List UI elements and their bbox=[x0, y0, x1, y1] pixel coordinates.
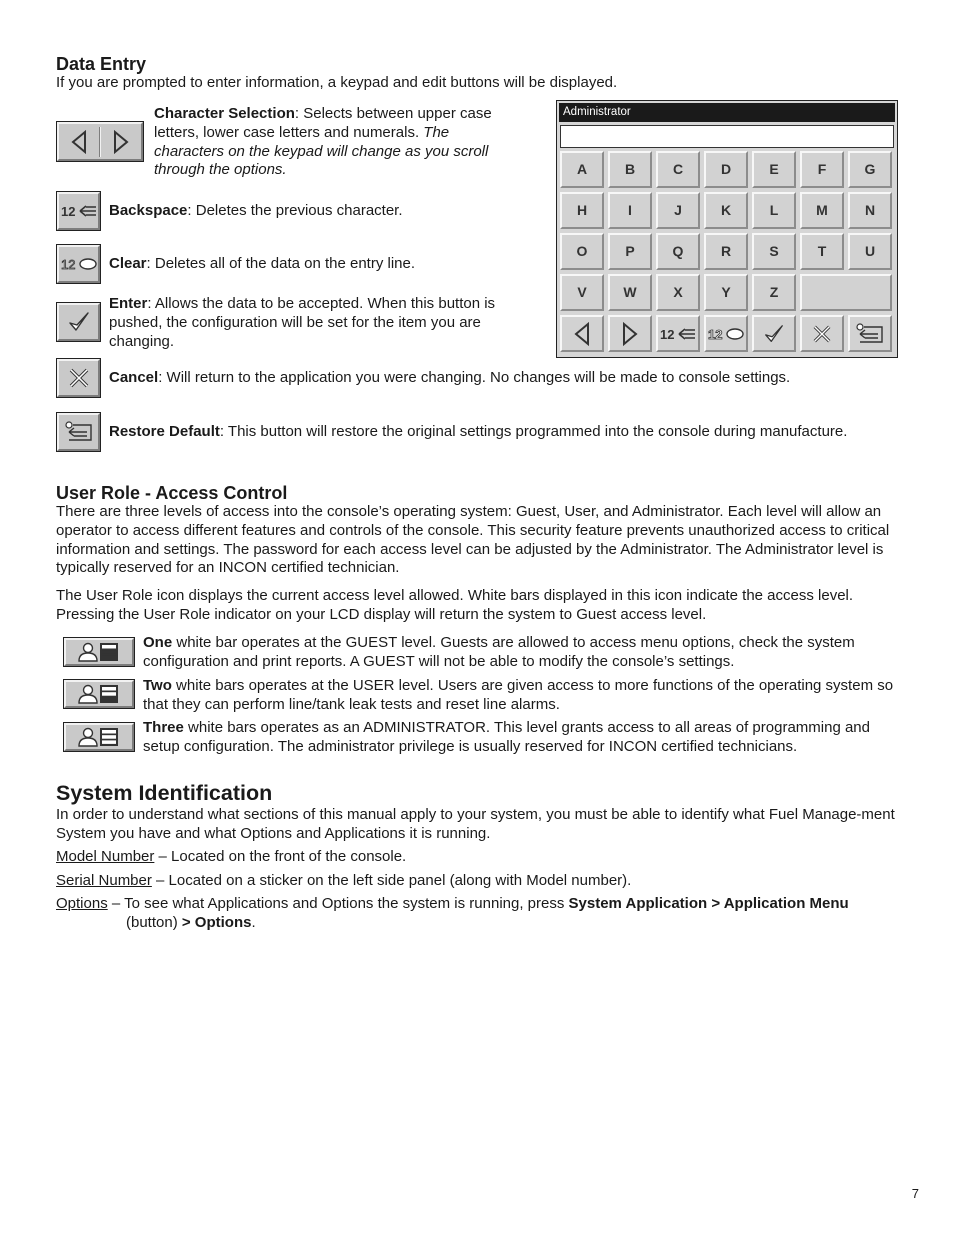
options-line: Options – To see what Applications and Options the system is running, press System Application > Application Menu bbox=[56, 895, 849, 912]
restore-default-desc: Restore Default: This button will restore the original settings programmed into the console during manufacture. bbox=[109, 423, 848, 440]
keypad-restore-default-button[interactable] bbox=[848, 315, 892, 352]
restore-default-button bbox=[56, 412, 101, 452]
model-number-line: Model Number – Located on the front of the console. bbox=[56, 848, 407, 865]
keypad-key-j[interactable]: J bbox=[656, 192, 700, 229]
user-role-guest-desc: One white bar operates at the GUEST level. Guests are allowed to access menu options, check the system configuration and print reports. A GUEST will not be able to modify the console’s settings. bbox=[143, 634, 855, 670]
keypad-title: Administrator bbox=[559, 103, 895, 122]
clear-button bbox=[56, 244, 101, 284]
clear-icon bbox=[707, 324, 745, 344]
keypad-key-x[interactable]: X bbox=[656, 274, 700, 311]
keypad-key-e[interactable]: E bbox=[752, 151, 796, 188]
keypad-key-f[interactable]: F bbox=[800, 151, 844, 188]
keypad-key-l[interactable]: L bbox=[752, 192, 796, 229]
svg-text:12: 12 bbox=[708, 326, 723, 342]
user-role-icon bbox=[75, 641, 123, 663]
keypad-key-w[interactable]: W bbox=[608, 274, 652, 311]
character-selection-desc: Character Selection: Selects between upper case letters, lower case letters and numerals. The characters on the keypad will change as you scroll through the options. bbox=[154, 105, 492, 179]
checkmark-icon bbox=[763, 323, 785, 345]
user-role-icon-guest bbox=[63, 637, 135, 667]
keypad-key-r[interactable]: R bbox=[704, 233, 748, 270]
cancel-desc: Cancel: Will return to the application you were changing. No changes will be made to console settings. bbox=[109, 369, 791, 386]
user-role-administrator-desc: Three white bars operates as an ADMINISTRATOR. This level grants access to all areas of programming and setup configuration. The administrator privilege is usually reserved for INCON certified technicians. bbox=[143, 719, 870, 755]
keypad-key-n[interactable]: N bbox=[848, 192, 892, 229]
keypad-key-g[interactable]: G bbox=[848, 151, 892, 188]
keypad-key-a[interactable]: A bbox=[560, 151, 604, 188]
clear-icon bbox=[60, 254, 98, 274]
keypad-key-t[interactable]: T bbox=[800, 233, 844, 270]
keypad-key-b[interactable]: B bbox=[608, 151, 652, 188]
enter-button bbox=[56, 302, 101, 342]
restore-default-icon bbox=[63, 420, 95, 444]
keypad-entry-field[interactable] bbox=[560, 125, 894, 148]
keypad-key-s[interactable]: S bbox=[752, 233, 796, 270]
system-identification-intro: In order to understand what sections of this manual apply to your system, you must be able to identify what Fuel Manage-ment System you have and what Options and Applications it is running. bbox=[56, 806, 895, 842]
character-selection-button bbox=[56, 121, 144, 162]
keypad-clear-button[interactable] bbox=[704, 315, 748, 352]
user-role-para2: The User Role icon displays the current access level allowed. White bars displayed in this icon indicate the access level. Pressing the User Role indicator on your LCD display will return the system to Guest access level. bbox=[56, 587, 854, 623]
cancel-icon bbox=[68, 367, 90, 389]
restore-default-icon bbox=[854, 322, 886, 346]
keypad-key-y[interactable]: Y bbox=[704, 274, 748, 311]
keypad-left-button[interactable] bbox=[560, 315, 604, 352]
backspace-icon bbox=[60, 201, 98, 221]
backspace-desc: Backspace: Deletes the previous character. bbox=[109, 202, 403, 219]
cancel-icon bbox=[812, 324, 832, 344]
keypad-cancel-button[interactable] bbox=[800, 315, 844, 352]
system-identification-heading: System Identification bbox=[56, 781, 273, 805]
keypad-key-c[interactable]: C bbox=[656, 151, 700, 188]
keypad-key-q[interactable]: Q bbox=[656, 233, 700, 270]
keypad-key-u[interactable]: U bbox=[848, 233, 892, 270]
cancel-button bbox=[56, 358, 101, 398]
checkmark-icon bbox=[67, 310, 91, 334]
data-entry-intro: If you are prompted to enter information, a keypad and edit buttons will be displayed. bbox=[56, 74, 618, 91]
keypad-key-v[interactable]: V bbox=[560, 274, 604, 311]
keypad-key-o[interactable]: O bbox=[560, 233, 604, 270]
enter-desc: Enter: Allows the data to be accepted. When this button is pushed, the configuration will be set for the item you are changing. bbox=[109, 295, 496, 350]
user-role-heading: User Role - Access Control bbox=[56, 483, 288, 503]
keypad-blank-key bbox=[800, 274, 892, 311]
right-arrow-icon bbox=[112, 130, 130, 154]
page-number: 7 bbox=[911, 1186, 919, 1201]
keypad-enter-button[interactable] bbox=[752, 315, 796, 352]
keypad-panel bbox=[556, 100, 898, 358]
svg-text:12: 12 bbox=[60, 257, 75, 272]
backspace-button bbox=[56, 191, 101, 231]
user-role-para1: There are three levels of access into the console’s operating system: Guest, User, and Administrator. Each level will allow an operator to access different features and controls of the console. This security feature prevents unauthorized access to critical information and settings. The password for each access level can be adjusted by the Administrator. The Administrator level is typically reserved for an INCON certified technician. bbox=[56, 503, 890, 577]
keypad-right-button[interactable] bbox=[608, 315, 652, 352]
data-entry-heading: Data Entry bbox=[56, 54, 147, 74]
keypad-key-d[interactable]: D bbox=[704, 151, 748, 188]
right-arrow-icon bbox=[621, 322, 639, 346]
keypad-key-k[interactable]: K bbox=[704, 192, 748, 229]
user-role-icon bbox=[75, 726, 123, 748]
keypad-backspace-button[interactable] bbox=[656, 315, 700, 352]
options-line-continued: (button) > Options. bbox=[126, 914, 256, 931]
serial-number-line: Serial Number – Located on a sticker on the left side panel (along with Model number). bbox=[56, 872, 632, 889]
user-role-icon bbox=[75, 683, 123, 705]
user-role-user-desc: Two white bars operates at the USER level. Users are given access to more functions of the operating system so that they can perform line/tank leak tests and reset line alarms. bbox=[143, 677, 894, 713]
user-role-icon-user bbox=[63, 679, 135, 709]
keypad-key-z[interactable]: Z bbox=[752, 274, 796, 311]
keypad-key-i[interactable]: I bbox=[608, 192, 652, 229]
keypad-key-h[interactable]: H bbox=[560, 192, 604, 229]
keypad-key-p[interactable]: P bbox=[608, 233, 652, 270]
keypad-key-m[interactable]: M bbox=[800, 192, 844, 229]
left-arrow-icon bbox=[573, 322, 591, 346]
backspace-icon bbox=[659, 324, 697, 344]
svg-text:12: 12 bbox=[60, 204, 75, 219]
clear-desc: Clear: Deletes all of the data on the entry line. bbox=[109, 255, 416, 272]
user-role-icon-administrator bbox=[63, 722, 135, 752]
svg-text:12: 12 bbox=[660, 326, 675, 342]
left-arrow-icon bbox=[70, 130, 88, 154]
